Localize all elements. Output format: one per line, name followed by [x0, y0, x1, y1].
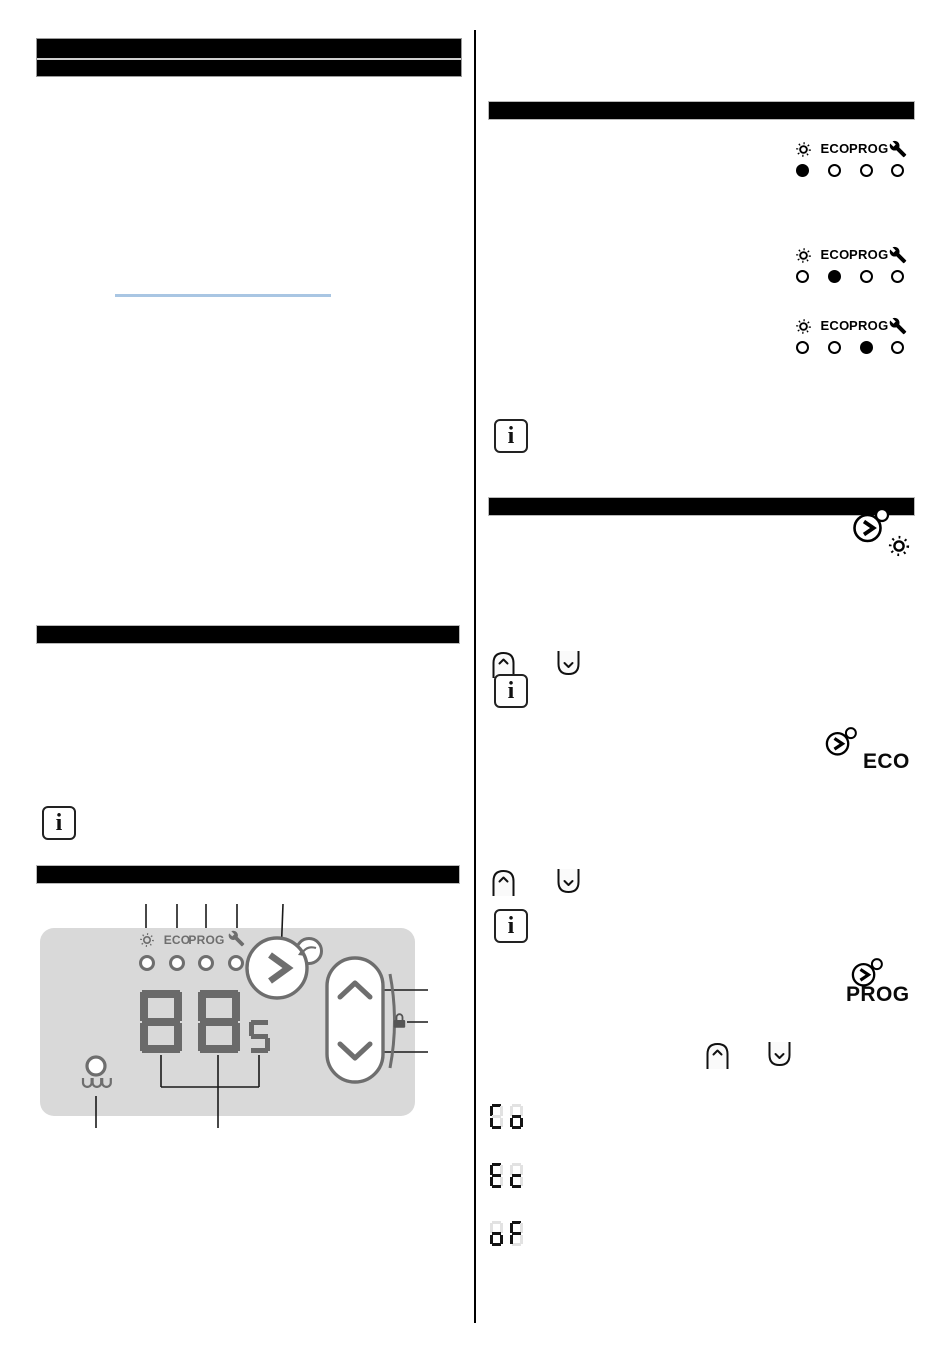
- service-wrench-icon: [889, 246, 907, 264]
- header-bar-line-2: [37, 60, 461, 76]
- led-prog: [860, 270, 873, 283]
- down-button-icon: [557, 869, 580, 894]
- comfort-sun-icon: [794, 246, 813, 265]
- led-comfort: [796, 164, 809, 177]
- led-service: [891, 164, 904, 177]
- comfort-sun-icon: [794, 317, 813, 336]
- mode-button-icon: [851, 506, 893, 546]
- panel-display-large: [140, 990, 240, 1053]
- comfort-sun-icon: [794, 140, 813, 159]
- led-prog: [860, 164, 873, 177]
- comfort-sun-icon: [138, 931, 156, 949]
- eco-label: ECO: [820, 318, 850, 333]
- section-header-bar: [488, 101, 915, 120]
- led-eco: [828, 341, 841, 354]
- panel-display-small: [249, 1020, 270, 1053]
- led-comfort: [796, 270, 809, 283]
- service-wrench-icon: [228, 930, 245, 947]
- panel-prog-label: PROG: [188, 933, 225, 947]
- seven-segment-code-of: [490, 1221, 523, 1246]
- led-state-row-eco: [788, 246, 922, 292]
- info-icon: [42, 806, 76, 840]
- led-prog: [860, 341, 873, 354]
- info-icon-glyph: i: [507, 678, 515, 704]
- eco-mode-label: ECO: [863, 750, 910, 773]
- section-header-bar: [36, 865, 460, 884]
- prog-mode-label: PROG: [846, 983, 910, 1006]
- info-icon-glyph: i: [55, 810, 63, 836]
- section-header-bar-double: [36, 38, 462, 77]
- eco-label: ECO: [820, 247, 850, 262]
- service-wrench-icon: [889, 140, 907, 158]
- section-header-bar: [36, 625, 460, 644]
- column-divider: [474, 30, 476, 1323]
- prog-label: PROG: [849, 141, 889, 156]
- led-eco: [828, 270, 841, 283]
- down-button-icon: [557, 651, 580, 676]
- panel-led-prog: [198, 955, 214, 971]
- info-icon-glyph: i: [507, 913, 515, 939]
- mode-button-icon: [823, 726, 861, 758]
- prog-label: PROG: [849, 247, 889, 262]
- info-icon: [494, 419, 528, 453]
- up-button-icon: [492, 869, 515, 896]
- link-underline[interactable]: [115, 294, 331, 297]
- info-icon-glyph: i: [507, 423, 515, 449]
- panel-led-comfort: [139, 955, 155, 971]
- led-comfort: [796, 341, 809, 354]
- led-service: [891, 270, 904, 283]
- led-state-row-comfort: [788, 140, 922, 186]
- seven-segment-code-co: [490, 1104, 523, 1129]
- down-button-icon: [768, 1042, 791, 1067]
- seven-segment-code-ec: [490, 1163, 523, 1188]
- panel-eco-label: ECO: [163, 933, 191, 947]
- led-eco: [828, 164, 841, 177]
- up-button-icon: [706, 1042, 729, 1069]
- led-state-row-prog: [788, 317, 922, 363]
- panel-led-service: [228, 955, 244, 971]
- info-icon: [494, 674, 528, 708]
- panel-led-eco: [169, 955, 185, 971]
- info-icon: [494, 909, 528, 943]
- prog-label: PROG: [849, 318, 889, 333]
- header-bar-line-1: [37, 39, 461, 58]
- led-service: [891, 341, 904, 354]
- eco-label: ECO: [820, 141, 850, 156]
- service-wrench-icon: [889, 317, 907, 335]
